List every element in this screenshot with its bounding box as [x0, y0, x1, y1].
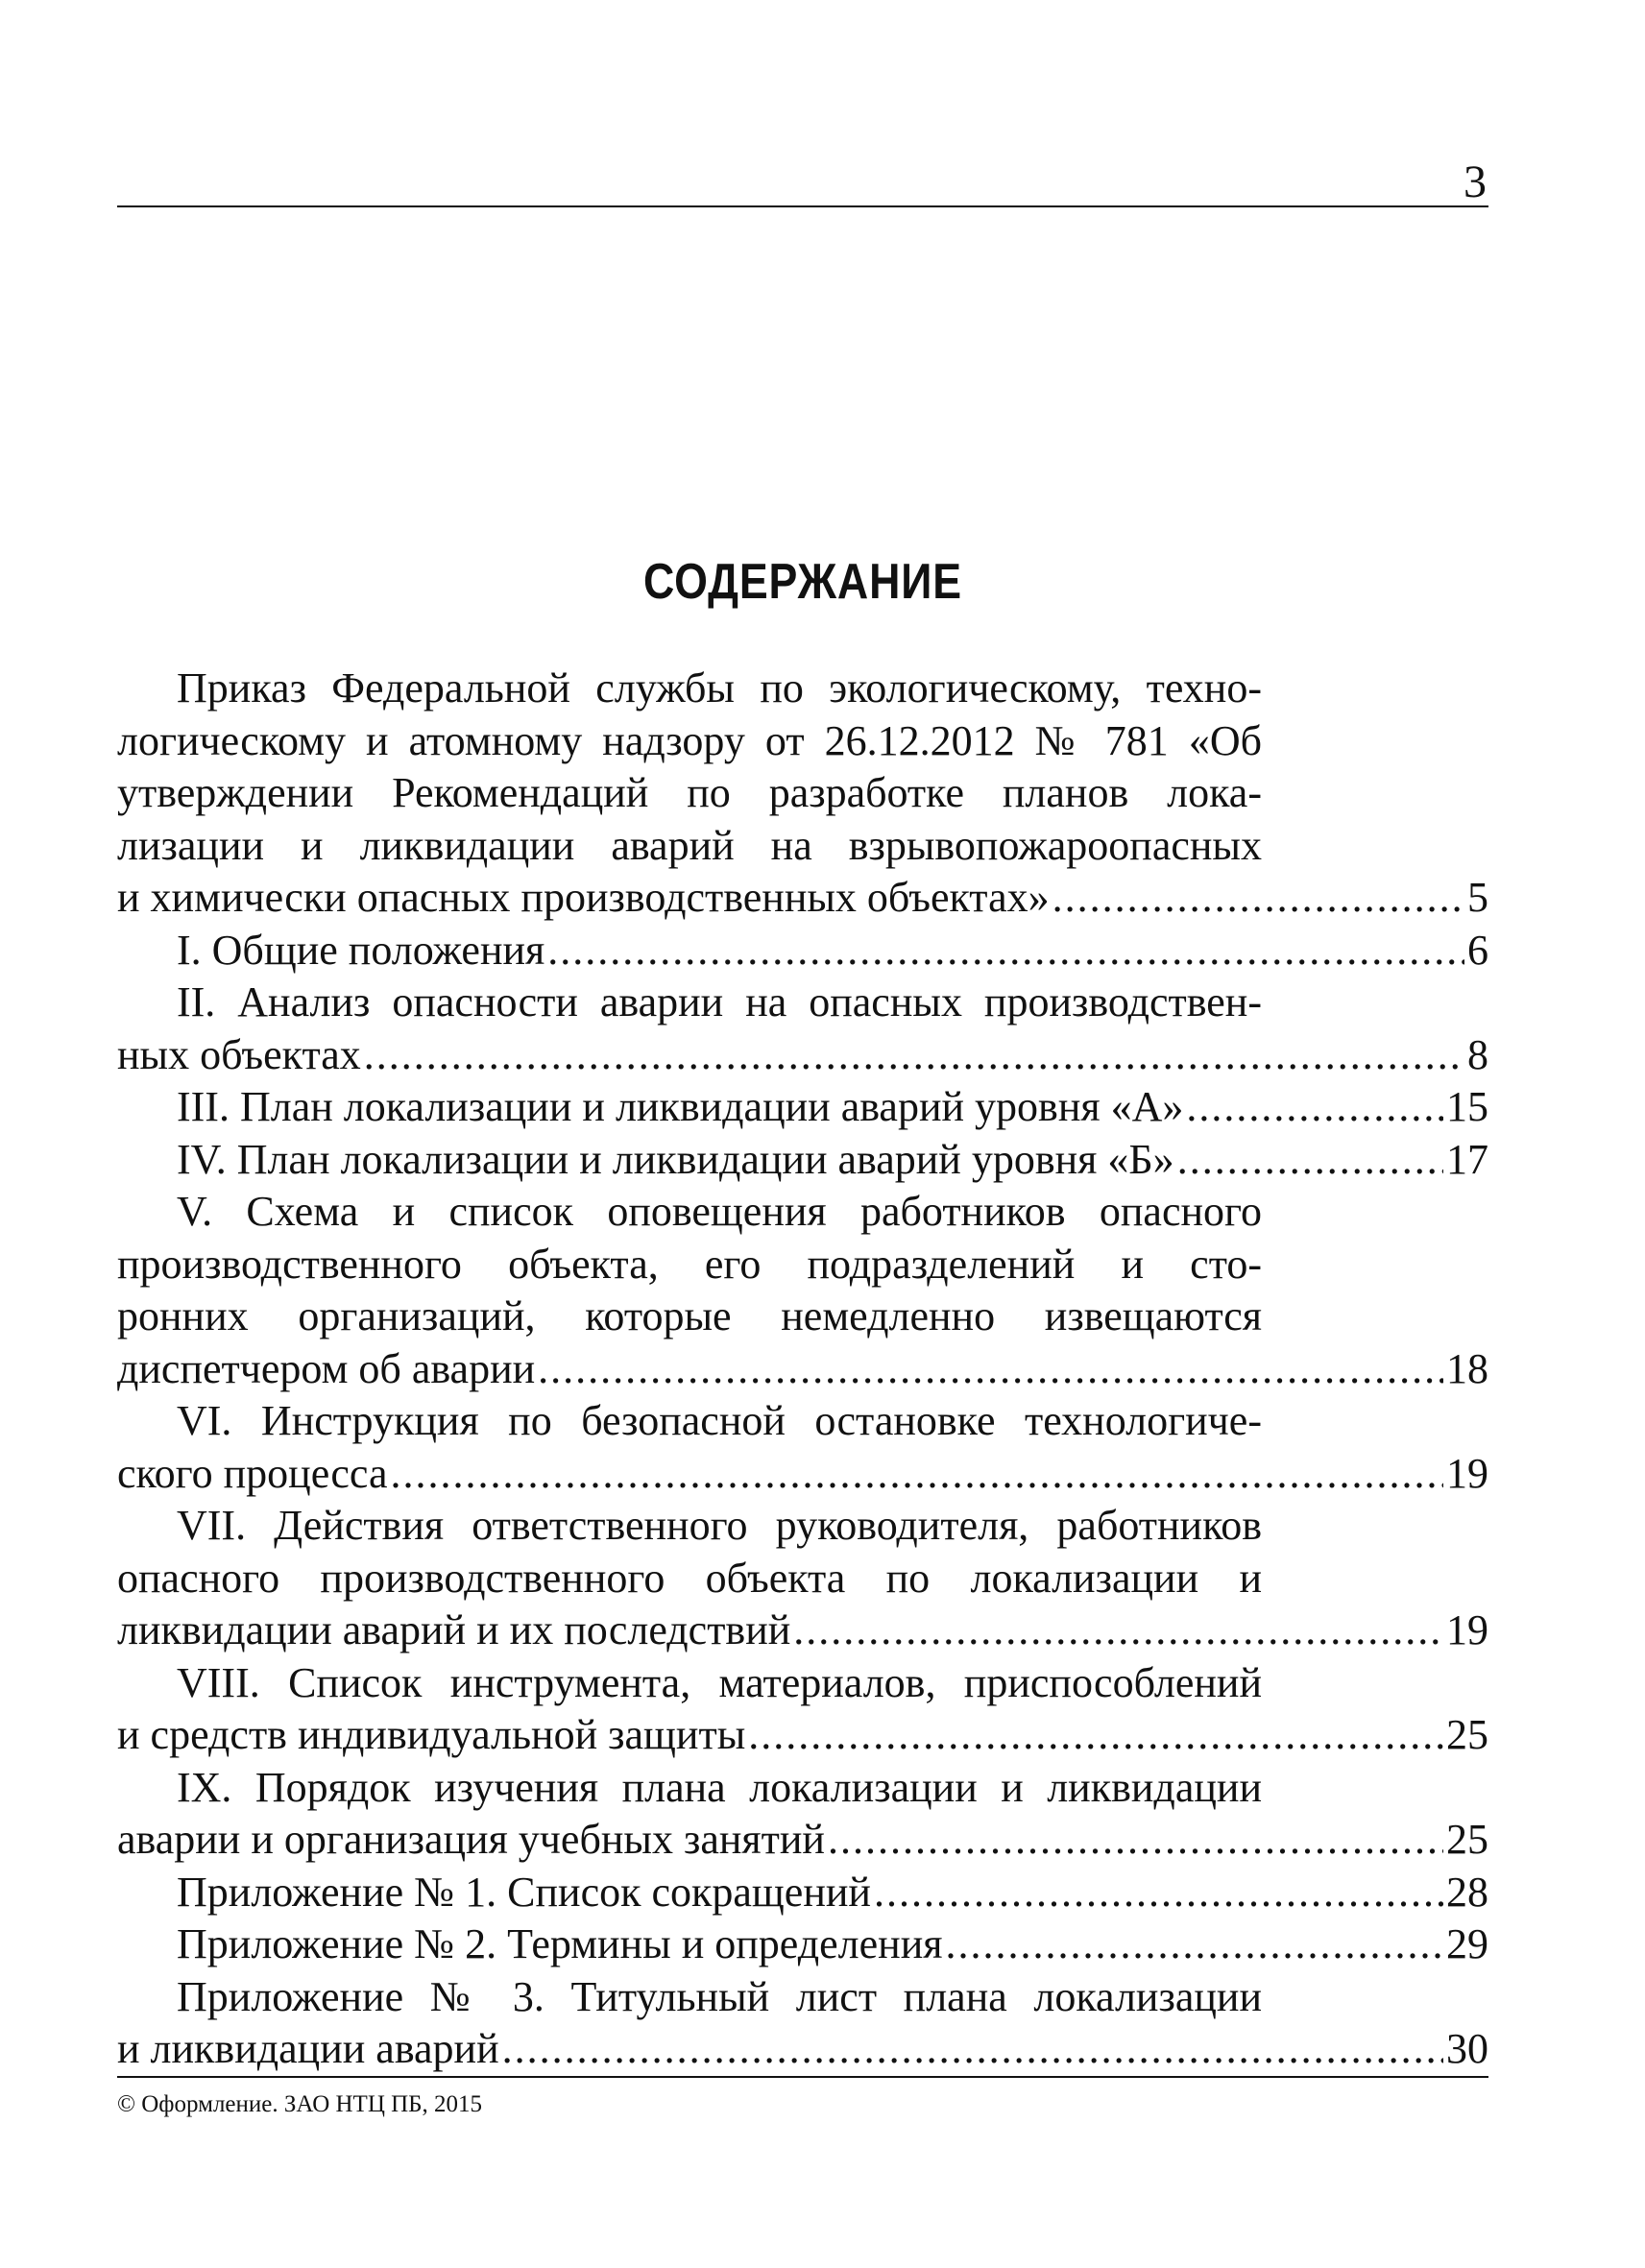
footer-rule [117, 2076, 1488, 2078]
toc-entry-text: и средств индивидуальной защиты [117, 1711, 746, 1758]
toc-entry-line: V. Схема и список оповещения работников опасного [177, 1188, 1262, 1235]
toc-entry-text: ных объектах [117, 1030, 361, 1078]
toc-entry [117, 1081, 1488, 1134]
dot-leader [874, 1867, 1443, 1919]
toc-entry-line: опасного производственного объекта по локализации и [117, 1554, 1262, 1602]
toc-entry [117, 1867, 1488, 1919]
toc-entry-last-line [117, 1814, 1488, 1867]
toc-page-number: 18 [1446, 1344, 1488, 1392]
toc-entry-line: лизации и ликвидации аварий на взрывопожароопасных [117, 821, 1262, 869]
toc-entry [117, 1657, 1488, 1762]
toc-page-number: 30 [1446, 2025, 1488, 2072]
dot-leader [793, 1604, 1443, 1657]
toc-page-number: 6 [1467, 926, 1488, 974]
toc-entry-text: ликвидации аварий и их последствий [117, 1606, 791, 1653]
dot-leader [1177, 1134, 1443, 1187]
toc-entry-last-line [117, 1448, 1488, 1501]
toc-entry-line: Приложение № 3. Титульный лист плана локализации [177, 1972, 1262, 2020]
toc-page-number: 19 [1446, 1449, 1488, 1497]
toc-entry-line: IX. Порядок изучения плана локализации и ликвидации [177, 1763, 1262, 1811]
toc-entry-text: ского процесса [117, 1449, 388, 1497]
toc-page-number: 17 [1446, 1135, 1488, 1183]
toc-page-number: 15 [1446, 1083, 1488, 1130]
toc-entry-text: и химически опасных производственных объектах» [117, 874, 1050, 921]
toc-entry-last-line [117, 1604, 1488, 1657]
toc-entry-last-line [117, 1918, 1488, 1971]
toc-entry [117, 977, 1488, 1081]
toc-entry-line: Приказ Федеральной службы по экологическому, техно- [177, 664, 1262, 712]
toc-page-number: 5 [1467, 874, 1488, 921]
dot-leader [828, 1814, 1443, 1867]
toc-entry [117, 1395, 1488, 1500]
toc-entry-text: диспетчером об аварии [117, 1344, 536, 1392]
toc-entry-last-line [117, 1709, 1488, 1762]
toc-entry [117, 1918, 1488, 1971]
dot-leader [1052, 872, 1464, 925]
toc-entry [117, 925, 1488, 977]
toc-entry [117, 663, 1488, 925]
dot-leader [390, 1448, 1443, 1501]
toc-page-number: 19 [1446, 1606, 1488, 1653]
toc-entry-last-line [117, 1343, 1488, 1396]
table-of-contents [117, 663, 1488, 2076]
toc-entry-text: IV. План локализации и ликвидации аварий уровня «Б» [177, 1135, 1174, 1183]
toc-entry-last-line [117, 1029, 1488, 1082]
toc-entry [117, 1971, 1488, 2076]
toc-entry-line: утверждении Рекомендаций по разработке планов лока- [117, 769, 1262, 816]
toc-entry-text: аварии и организация учебных занятий [117, 1816, 825, 1863]
toc-entry [117, 1762, 1488, 1867]
toc-page-number: 28 [1446, 1868, 1488, 1916]
toc-entry-last-line [117, 872, 1488, 925]
header-rule [117, 205, 1488, 207]
toc-entry-line: VII. Действия ответственного руководителя, работников [177, 1502, 1262, 1549]
toc-entry-last-line [117, 2023, 1488, 2076]
toc-entry-last-line [117, 1867, 1488, 1919]
dot-leader [538, 1343, 1443, 1396]
toc-entry-last-line [117, 1134, 1488, 1187]
toc-entry-text: Приложение № 1. Список сокращений [177, 1868, 871, 1916]
toc-entry-line: логическому и атомному надзору от 26.12.2012 № 781 «Об [117, 716, 1262, 764]
page-number: 3 [1464, 157, 1487, 207]
copyright-notice: © Оформление. ЗАО НТЦ ПБ, 2015 [117, 2091, 483, 2117]
toc-entry-line: II. Анализ опасности аварии на опасных производствен- [177, 978, 1262, 1025]
toc-entry-last-line [117, 1081, 1488, 1134]
toc-entry [117, 1500, 1488, 1657]
toc-entry-text: и ликвидации аварий [117, 2025, 499, 2072]
dot-leader [502, 2023, 1443, 2076]
dot-leader [945, 1918, 1443, 1971]
toc-entry-text: Приложение № 2. Термины и определения [177, 1920, 943, 1967]
toc-page-number: 25 [1446, 1816, 1488, 1863]
dot-leader [364, 1029, 1464, 1082]
toc-entry-text: I. Общие положения [177, 926, 545, 974]
dot-leader [1186, 1081, 1443, 1134]
toc-page-number: 29 [1446, 1920, 1488, 1967]
toc-entry-text: III. План локализации и ликвидации аварий уровня «А» [177, 1083, 1184, 1130]
toc-entry-line: VIII. Список инструмента, материалов, приспособлений [177, 1658, 1262, 1706]
toc-entry [117, 1134, 1488, 1187]
toc-page-number: 8 [1467, 1030, 1488, 1078]
dot-leader [547, 925, 1464, 977]
dot-leader [748, 1709, 1443, 1762]
toc-entry [117, 1186, 1488, 1395]
toc-entry-line: производственного объекта, его подразделений и сто- [117, 1240, 1262, 1288]
toc-page-number: 25 [1446, 1711, 1488, 1758]
toc-entry-line: VI. Инструкция по безопасной остановке технологиче- [177, 1397, 1262, 1444]
toc-entry-last-line [117, 925, 1488, 977]
document-title: СОДЕРЖАНИЕ [643, 554, 962, 610]
toc-entry-line: ронних организаций, которые немедленно извещаются [117, 1292, 1262, 1339]
